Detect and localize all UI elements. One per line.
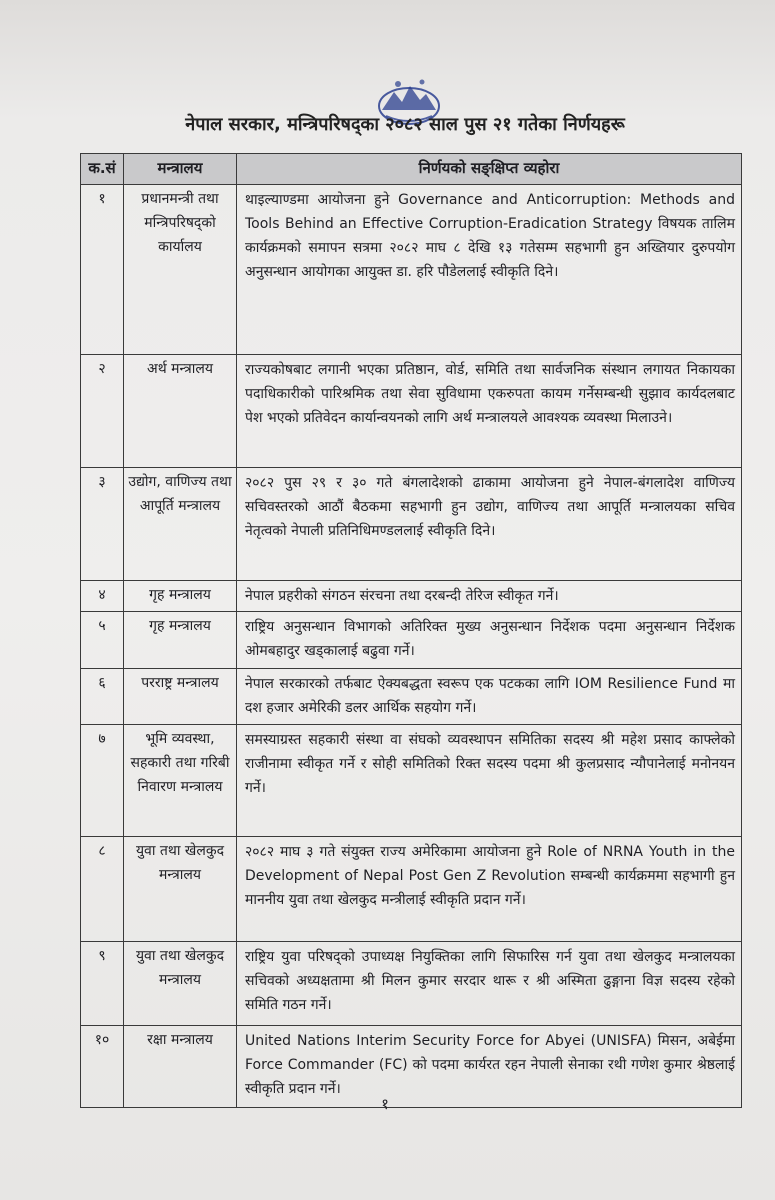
table-row [81, 942, 742, 1026]
row-ministry: उद्योग, वाणिज्य तथा आपूर्ति मन्त्रालय [124, 468, 237, 581]
table-row [81, 581, 742, 612]
row-ministry: अर्थ मन्त्रालय [124, 355, 237, 468]
row-decision: राज्यकोषबाट लगानी भएका प्रतिष्ठान, वोर्ड, समिति तथा सार्वजनिक संस्थान लगायत निकायका पदाधिकारीको पारिश्रमिक तथा सेवा सुविधामा एकरुपता कायम गर्नेसम्बन्धी सुझाव कार्यदलबाट पेश भएको प्रतिवेदन कार्यान्वयनको लागि अर्थ मन्त्रालयले आवश्यक व्यवस्था मिलाउने। [237, 355, 742, 468]
row-ministry: भूमि व्यवस्था, सहकारी तथा गरिबी निवारण मन्त्रालय [124, 725, 237, 837]
table-row [81, 837, 742, 942]
row-serial-number: १० [81, 1026, 124, 1108]
row-ministry: युवा तथा खेलकुद मन्त्रालय [124, 942, 237, 1026]
row-ministry: गृह मन्त्रालय [124, 612, 237, 669]
row-decision: २०८२ पुस २९ र ३० गते बंगलादेशको ढाकामा आयोजना हुने नेपाल-बंगलादेश वाणिज्य सचिवस्तरको आठौं बैठकमा सहभागी हुन उद्योग, वाणिज्य तथा आपूर्ति मन्त्रालयका सचिव नेतृत्वको नेपाली प्रतिनिधिमण्डललाई स्वीकृति दिने। [237, 468, 742, 581]
table-row [81, 669, 742, 725]
row-decision: नेपाल सरकारको तर्फबाट ऐक्यबद्धता स्वरूप एक पटकका लागि IOM Resilience Fund मा दश हजार अमेरिकी डलर आर्थिक सहयोग गर्ने। [237, 669, 742, 725]
table-row [81, 725, 742, 837]
row-serial-number: ६ [81, 669, 124, 725]
table-row [81, 468, 742, 581]
row-serial-number: ५ [81, 612, 124, 669]
row-serial-number: ८ [81, 837, 124, 942]
page-number: १ [381, 1095, 389, 1113]
header-decision-summary: निर्णयको सङ्क्षिप्त व्यहोरा [237, 154, 742, 185]
row-serial-number: ४ [81, 581, 124, 612]
table-row [81, 185, 742, 355]
row-serial-number: १ [81, 185, 124, 355]
row-decision: समस्याग्रस्त सहकारी संस्था वा संघको व्यवस्थापन समितिका सदस्य श्री महेश प्रसाद काफ्लेको राजीनामा स्वीकृत गर्ने र सोही समितिको रिक्त सदस्य पदमा श्री कुलप्रसाद न्यौपानेलाई मनोनयन गर्ने। [237, 725, 742, 837]
table-row [81, 355, 742, 468]
header-ministry: मन्त्रालय [124, 154, 237, 185]
decisions-table [80, 153, 742, 1108]
row-ministry: युवा तथा खेलकुद मन्त्रालय [124, 837, 237, 942]
row-serial-number: २ [81, 355, 124, 468]
row-ministry: प्रधानमन्त्री तथा मन्त्रिपरिषद्‌को कार्यालय [124, 185, 237, 355]
row-decision: राष्ट्रिय अनुसन्धान विभागको अतिरिक्त मुख्य अनुसन्धान निर्देशक पदमा अनुसन्धान निर्देशक ओमबहादुर खड्कालाई बढुवा गर्ने। [237, 612, 742, 669]
table-row [81, 612, 742, 669]
table-header-row [81, 154, 742, 185]
row-serial-number: ९ [81, 942, 124, 1026]
row-serial-number: ३ [81, 468, 124, 581]
row-ministry: गृह मन्त्रालय [124, 581, 237, 612]
row-serial-number: ७ [81, 725, 124, 837]
row-ministry: रक्षा मन्त्रालय [124, 1026, 237, 1108]
row-decision: २०८२ माघ ३ गते संयुक्त राज्य अमेरिकामा आयोजना हुने Role of NRNA Youth in the Development of Nepal Post Gen Z Revolution सम्बन्धी कार्यक्रममा सहभागी हुन माननीय युवा तथा खेलकुद मन्त्रीलाई स्वीकृति प्रदान गर्ने। [237, 837, 742, 942]
row-decision: राष्ट्रिय युवा परिषद्‌को उपाध्यक्ष नियुक्तिका लागि सिफारिस गर्न युवा तथा खेलकुद मन्त्रालयका सचिवको अध्यक्षतामा श्री मिलन कुमार सरदार थारू र श्री अस्मिता ढुङ्गाना विज्ञ सदस्य रहेको समिति गठन गर्ने। [237, 942, 742, 1026]
row-decision: थाइल्याण्डमा आयोजना हुने Governance and Anticorruption: Methods and Tools Behind an Effective Corruption-Eradication Strategy विषयक तालिम कार्यक्रमको समापन सत्रमा २०८२ माघ ८ देखि १३ गतेसम्म सहभागी हुन अख्तियार दुरुपयोग अनुसन्धान आयोगका आयुक्त डा. हरि पौडेललाई स्वीकृति दिने। [237, 185, 742, 355]
row-decision: नेपाल प्रहरीको संगठन संरचना तथा दरबन्दी तेरिज स्वीकृत गर्ने। [237, 581, 742, 612]
document-title: नेपाल सरकार, मन्त्रिपरिषद्का २०८२ साल पुस २१ गतेका निर्णयहरू [185, 114, 625, 135]
header-serial-number: क.सं [81, 154, 124, 185]
row-ministry: परराष्ट्र मन्त्रालय [124, 669, 237, 725]
row-decision: United Nations Interim Security Force for Abyei (UNISFA) मिसन, अबेईमा Force Commander (FC) को पदमा कार्यरत रहन नेपाली सेनाका रथी गणेश कुमार श्रेष्ठलाई स्वीकृति प्रदान गर्ने। [237, 1026, 742, 1108]
